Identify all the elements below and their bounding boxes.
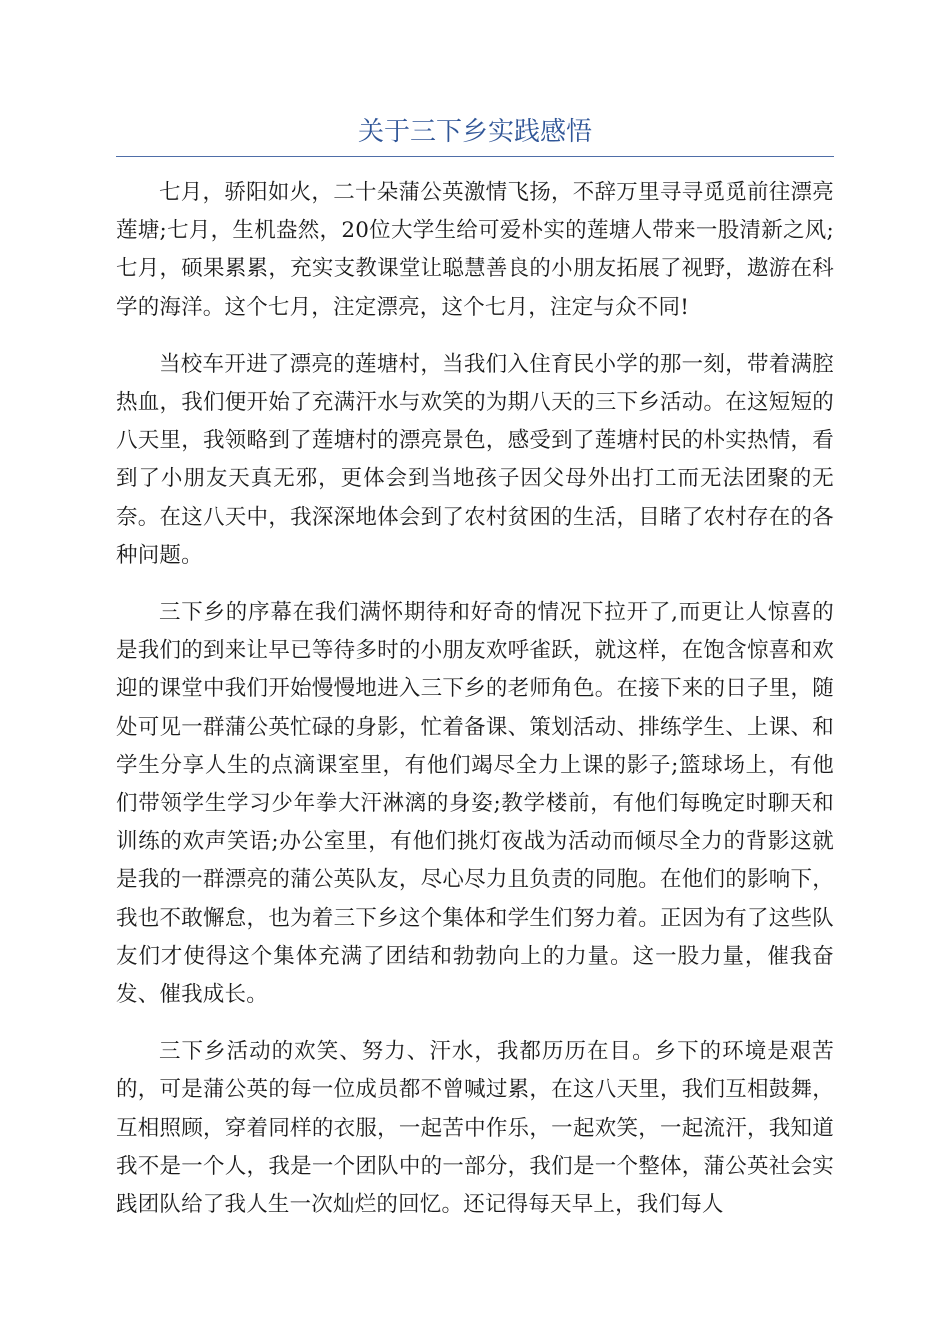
paragraph-1: 七月，骄阳如火，二十朵蒲公英激情飞扬，不辞万里寻寻觅觅前往漂亮莲塘;七月，生机盎然，20位大学生给可爱朴实的莲塘人带来一股清新之风;七月，硕果累累，充实支教课堂让聪慧善良的小朋友拓展了视野，遨游在科学的海洋。这个七月，注定漂亮，这个七月，注定与众不同!: [116, 180, 834, 320]
title-underline: [116, 112, 834, 157]
paragraph-4: 三下乡活动的欢笑、努力、汗水，我都历历在目。乡下的环境是艰苦的，可是蒲公英的每一位成员都不曾喊过累，在这八天里，我们互相鼓舞，互相照顾，穿着同样的衣服，一起苦中作乐，一起欢笑，一起流汗，我知道我不是一个人，我是一个团队中的一部分，我们是一个整体，蒲公英社会实践团队给了我人生一次灿烂的回忆。还记得每天早上，我们每人: [116, 1039, 834, 1218]
paragraph-3: 三下乡的序幕在我们满怀期待和好奇的情况下拉开了,而更让人惊喜的是我们的到来让早已等待多时的小朋友欢呼雀跃，就这样，在饱含惊喜和欢迎的课堂中我们开始慢慢地进入三下乡的老师角色。在接下来的日子里，随处可见一群蒲公英忙碌的身影，忙着备课、策划活动、排练学生、上课、和学生分享人生的点滴课室里，有他们竭尽全力上课的影子;篮球场上，有他们带领学生学习少年拳大汗淋漓的身姿;教学楼前，有他们每晚定时聊天和训练的欢声笑语;办公室里，有他们挑灯夜战为活动而倾尽全力的背影这就是我的一群漂亮的蒲公英队友，尽心尽力且负责的同胞。在他们的影响下，我也不敢懈怠，也为着三下乡这个集体和学生们努力着。正因为有了这些队友们才使得这个集体充满了团结和勃勃向上的力量。这一股力量，催我奋发、催我成长。: [116, 600, 834, 1008]
document-body: [116, 174, 834, 1243]
page-title: 关于三下乡实践感悟: [357, 117, 592, 147]
paragraph-2: 当校车开进了漂亮的莲塘村，当我们入住育民小学的那一刻，带着满腔热血，我们便开始了充满汗水与欢笑的为期八天的三下乡活动。在这短短的八天里，我领略到了莲塘村的漂亮景色，感受到了莲塘村民的朴实热情，看到了小朋友天真无邪，更体会到当地孩子因父母外出打工而无法团聚的无奈。在这八天中，我深深地体会到了农村贫困的生活，目睹了农村存在的各种问题。: [116, 351, 834, 568]
